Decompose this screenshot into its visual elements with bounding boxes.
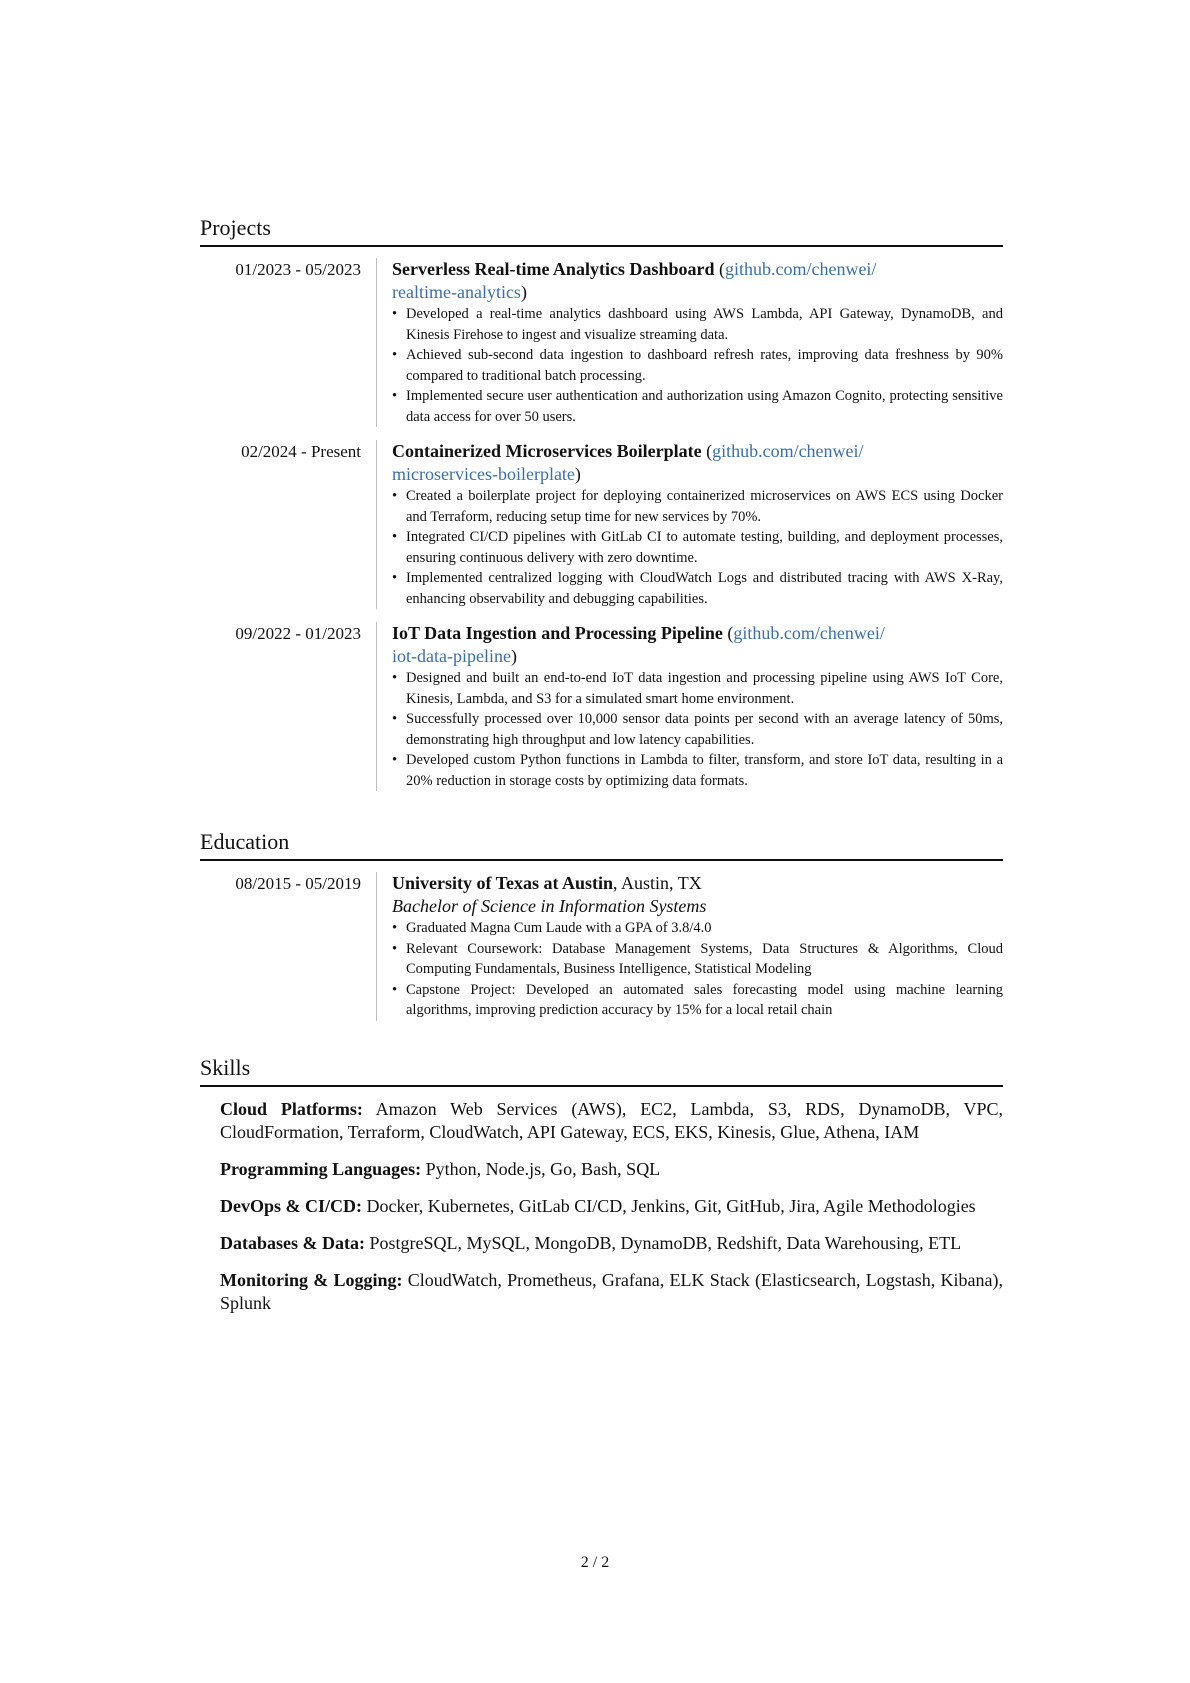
skill-label: Cloud Platforms: [220, 1098, 363, 1119]
bullet-item: • Achieved sub-second data ingestion to dashboard refresh rates, improving data freshness by 90% compared to traditional batch processing. [392, 347, 1003, 384]
education-section [200, 829, 1003, 1021]
bullet-list [392, 668, 1003, 791]
skill-row [220, 1098, 1003, 1144]
section-title-education: Education [200, 829, 1003, 861]
bullet-item: • Integrated CI/CD pipelines with GitLab CI to automate testing, building, and deployment processes, ensuring continuous delivery with zero downtime. [392, 529, 1003, 566]
entry-date: 08/2015 - 05/2019 [235, 874, 361, 893]
skill-row [220, 1158, 1003, 1181]
bullet-item: • Developed a real-time analytics dashboard using AWS Lambda, API Gateway, DynamoDB, and Kinesis Firehose to ingest and visualize streaming data. [392, 306, 1003, 343]
entry-date: 02/2024 - Present [241, 442, 361, 461]
bullet-item: • Implemented secure user authentication and authorization using Amazon Cognito, protecting sensitive data access for over 50 users. [392, 388, 1003, 425]
skill-row [220, 1269, 1003, 1315]
project-entry [200, 622, 1003, 791]
skill-row [220, 1232, 1003, 1255]
education-header [392, 872, 1003, 895]
project-entry [200, 258, 1003, 427]
bullet-list [392, 304, 1003, 427]
skill-value: PostgreSQL, MySQL, MongoDB, DynamoDB, Redshift, Data Warehousing, ETL [369, 1232, 962, 1253]
education-entry [200, 872, 1003, 1021]
skills-section [200, 1055, 1003, 1315]
skill-row [220, 1195, 1003, 1218]
bullet-item: • Developed custom Python functions in Lambda to filter, transform, and store IoT data, resulting in a 20% reduction in storage costs by optimizing data formats. [392, 752, 1003, 789]
entry-body [376, 440, 1003, 609]
project-header: Containerized Microservices Boilerplate (github.com/chenwei/ microservices-boilerplate) [392, 441, 864, 484]
bullet-item: • Graduated Magna Cum Laude with a GPA of 3.8/4.0 [392, 920, 712, 936]
bullet-list [392, 918, 1003, 1021]
project-link[interactable]: github.com/chenwei/ realtime-analytics [392, 259, 877, 302]
school-location: , Austin, TX [613, 873, 702, 893]
page-number: 2 / 2 [580, 1554, 610, 1571]
entry-date: 09/2022 - 01/2023 [235, 624, 361, 643]
projects-section [200, 215, 1003, 791]
project-header: IoT Data Ingestion and Processing Pipeline (github.com/chenwei/ iot-data-pipeline) [392, 623, 885, 666]
project-title: Containerized Microservices Boilerplate [392, 441, 702, 461]
skill-label: Programming Languages: [220, 1158, 422, 1179]
entry-body [376, 258, 1003, 427]
skill-label: Monitoring & Logging: [220, 1269, 403, 1290]
skills-list [200, 1098, 1003, 1315]
bullet-item: • Implemented centralized logging with CloudWatch Logs and distributed tracing with AWS X-Ray, enhancing observability and debugging capabilities. [392, 570, 1003, 607]
entry-body [376, 622, 1003, 791]
bullet-list [392, 486, 1003, 609]
project-link[interactable]: github.com/chenwei/ iot-data-pipeline [392, 623, 885, 666]
degree: Bachelor of Science in Information Systems [392, 896, 707, 916]
skill-value: Amazon Web Services (AWS), EC2, Lambda, S3, RDS, DynamoDB, VPC, CloudFormation, Terraform, CloudWatch, API Gateway, ECS, EKS, Kinesis, Glue, Athena, IAM [220, 1098, 1004, 1142]
resume-page [200, 215, 1003, 1329]
bullet-item: • Created a boilerplate project for deploying containerized microservices on AWS ECS using Docker and Terraform, reducing setup time for new services by 70%. [392, 488, 1003, 525]
bullet-item: • Capstone Project: Developed an automated sales forecasting model using machine learning algorithms, improving prediction accuracy by 15% for a local retail chain [392, 981, 1003, 1018]
bullet-item: • Designed and built an end-to-end IoT data ingestion and processing pipeline using AWS IoT Core, Kinesis, Lambda, and S3 for a simulated smart home environment. [392, 670, 1003, 707]
bullet-item: • Successfully processed over 10,000 sensor data points per second with an average latency of 50ms, demonstrating high throughput and low latency capabilities. [392, 711, 1003, 748]
bullet-item: • Relevant Coursework: Database Management Systems, Data Structures & Algorithms, Cloud Computing Fundamentals, Business Intelligence, Statistical Modeling [392, 940, 1003, 977]
skill-value: Python, Node.js, Go, Bash, SQL [425, 1158, 661, 1179]
project-title: Serverless Real-time Analytics Dashboard [392, 259, 715, 279]
skill-label: DevOps & CI/CD: [220, 1195, 362, 1216]
entry-date: 01/2023 - 05/2023 [235, 260, 361, 279]
skill-value: CloudWatch, Prometheus, Grafana, ELK Stack (Elasticsearch, Logstash, Kibana), Splunk [220, 1269, 1003, 1313]
section-title-skills: Skills [200, 1055, 1003, 1087]
project-link[interactable]: github.com/chenwei/ microservices-boilerplate [392, 441, 864, 484]
school-name: University of Texas at Austin [392, 873, 614, 893]
project-header: Serverless Real-time Analytics Dashboard (github.com/chenwei/ realtime-analytics) [392, 259, 877, 302]
project-entry [200, 440, 1003, 609]
skill-label: Databases & Data: [220, 1232, 365, 1253]
skill-value: Docker, Kubernetes, GitLab CI/CD, Jenkins, Git, GitHub, Jira, Agile Methodologies [366, 1195, 976, 1216]
project-title: IoT Data Ingestion and Processing Pipeline [392, 623, 723, 643]
entry-body [376, 872, 1003, 1021]
section-title-projects: Projects [200, 215, 1003, 247]
